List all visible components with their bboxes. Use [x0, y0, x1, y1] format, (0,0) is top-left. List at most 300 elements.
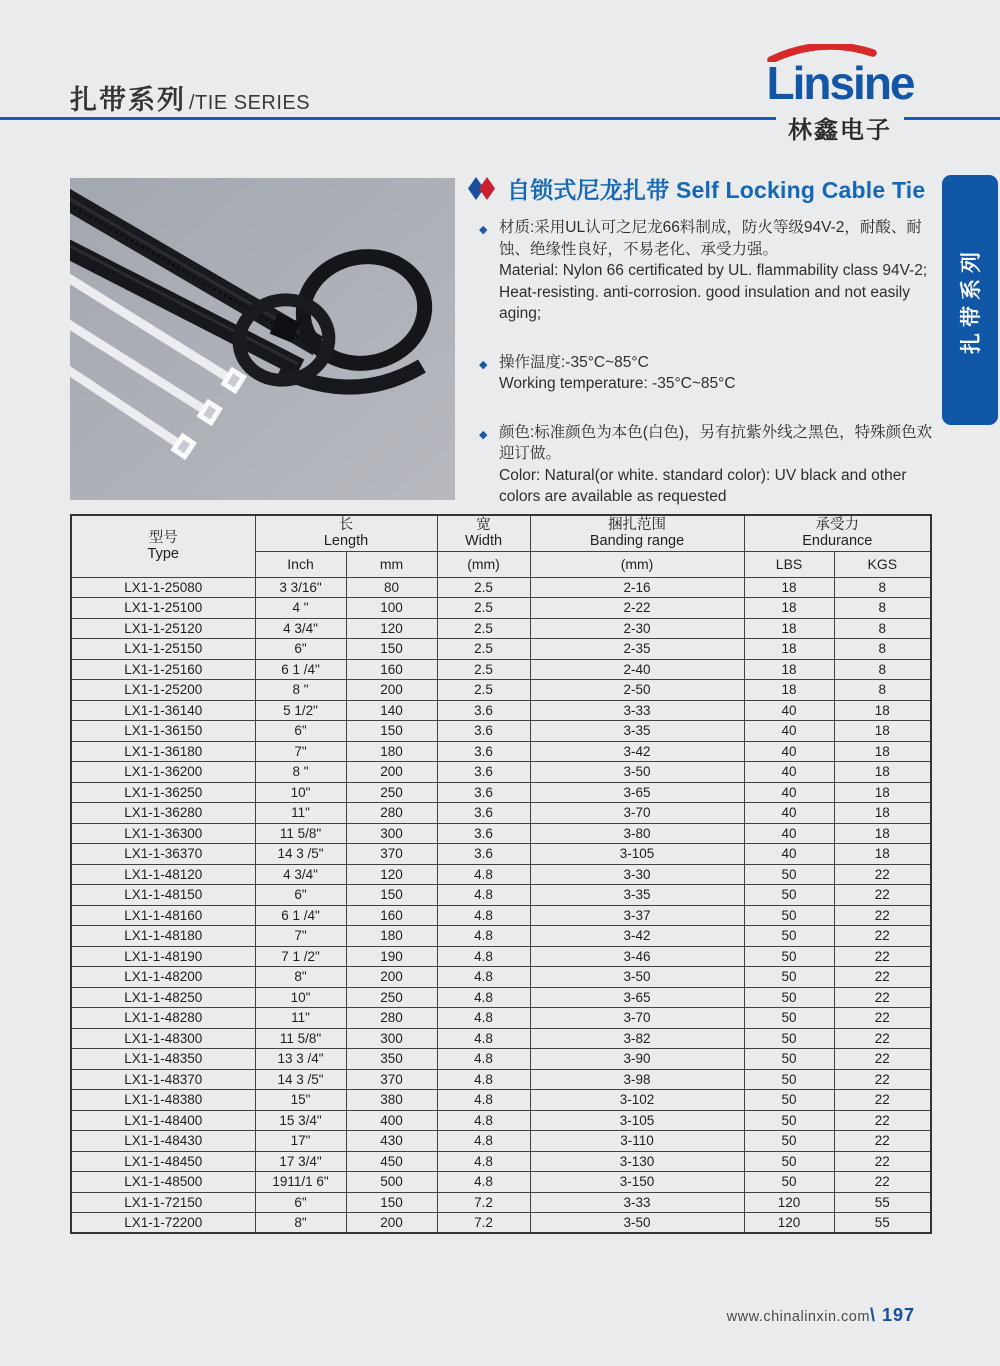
table-cell: 11"	[255, 1008, 346, 1029]
table-cell: 7"	[255, 926, 346, 947]
table-row	[71, 680, 931, 701]
table-cell: 6"	[255, 885, 346, 906]
table-cell: 11"	[255, 803, 346, 824]
spec-table-body	[71, 577, 931, 1233]
table-cell: 5 1/2"	[255, 700, 346, 721]
table-cell: 2.5	[437, 577, 530, 598]
table-cell: 14 3 /5"	[255, 844, 346, 865]
table-cell: 55	[834, 1213, 931, 1234]
table-cell: 4.8	[437, 1090, 530, 1111]
table-cell: 8	[834, 639, 931, 660]
table-cell: LX1-1-48450	[71, 1151, 255, 1172]
table-row	[71, 1172, 931, 1193]
table-cell: 4.8	[437, 885, 530, 906]
table-cell: 450	[346, 1151, 437, 1172]
col-header-banding-cn: 捆扎范围	[608, 517, 667, 534]
table-cell: LX1-1-48300	[71, 1028, 255, 1049]
table-cell: 4.8	[437, 987, 530, 1008]
table-cell: LX1-1-36280	[71, 803, 255, 824]
table-cell: 7.2	[437, 1192, 530, 1213]
table-cell: 6 1 /4"	[255, 905, 346, 926]
table-cell: 2.5	[437, 618, 530, 639]
table-row	[71, 762, 931, 783]
brand-logo	[735, 44, 945, 145]
brand-name-cn: 林鑫电子	[776, 110, 904, 145]
table-cell: 6"	[255, 721, 346, 742]
table-cell: 50	[744, 1028, 834, 1049]
table-cell: 6 1 /4"	[255, 659, 346, 680]
table-cell: 18	[744, 598, 834, 619]
table-cell: 3.6	[437, 823, 530, 844]
bullet-material-cn: 材质:采用UL认可之尼龙66料制成，防火等级94V-2，耐酸、耐蚀、绝缘性良好，不易老化、承受力强。	[499, 219, 922, 258]
product-title: 自锁式尼龙扎带 Self Locking Cable Tie	[507, 177, 926, 203]
footer-page-number: \ 197	[869, 1305, 915, 1325]
table-cell: 2.5	[437, 680, 530, 701]
table-cell: 3-90	[530, 1049, 744, 1070]
table-cell: 22	[834, 1028, 931, 1049]
table-cell: 400	[346, 1110, 437, 1131]
table-cell: 18	[744, 618, 834, 639]
table-cell: 50	[744, 905, 834, 926]
table-cell: 18	[834, 803, 931, 824]
col-header-width	[437, 515, 530, 551]
table-cell: 3-70	[530, 1008, 744, 1029]
table-cell: LX1-1-48380	[71, 1090, 255, 1111]
table-cell: 7.2	[437, 1213, 530, 1234]
col-header-type	[71, 515, 255, 577]
side-tab-label: 扎带系列	[960, 246, 983, 354]
table-cell: LX1-1-36150	[71, 721, 255, 742]
table-cell: 50	[744, 1008, 834, 1029]
table-cell: 3-42	[530, 741, 744, 762]
table-cell: 8"	[255, 967, 346, 988]
col-header-type-cn: 型号	[148, 530, 178, 547]
table-cell: 200	[346, 967, 437, 988]
table-cell: 80	[346, 577, 437, 598]
table-cell: LX1-1-48120	[71, 864, 255, 885]
table-row	[71, 577, 931, 598]
bullet-temperature-cn: 操作温度:-35°C~85°C	[499, 353, 649, 371]
table-cell: 250	[346, 782, 437, 803]
table-cell: 3.6	[437, 782, 530, 803]
table-cell: 190	[346, 946, 437, 967]
page-title	[70, 78, 310, 117]
table-cell: 4.8	[437, 905, 530, 926]
table-cell: 2-35	[530, 639, 744, 660]
subcol-width-mm: (mm)	[437, 551, 530, 577]
table-cell: 3-98	[530, 1069, 744, 1090]
table-cell: 22	[834, 1090, 931, 1111]
diamond-bullet-icon: ◆	[479, 428, 488, 441]
table-cell: 55	[834, 1192, 931, 1213]
table-cell: 3-105	[530, 844, 744, 865]
table-row	[71, 844, 931, 865]
table-cell: LX1-1-36200	[71, 762, 255, 783]
table-cell: 370	[346, 844, 437, 865]
table-cell: LX1-1-48350	[71, 1049, 255, 1070]
table-cell: 22	[834, 1110, 931, 1131]
table-row	[71, 782, 931, 803]
table-cell: 18	[744, 577, 834, 598]
table-cell: 50	[744, 987, 834, 1008]
table-cell: 50	[744, 885, 834, 906]
table-cell: 3-33	[530, 700, 744, 721]
side-tab-tie-series	[942, 175, 998, 425]
table-cell: 22	[834, 987, 931, 1008]
col-header-width-cn: 宽	[476, 517, 491, 534]
table-cell: 2-16	[530, 577, 744, 598]
table-row	[71, 1008, 931, 1029]
table-cell: 8"	[255, 1213, 346, 1234]
table-cell: 18	[834, 700, 931, 721]
table-cell: 3.6	[437, 700, 530, 721]
table-row	[71, 823, 931, 844]
table-cell: LX1-1-25120	[71, 618, 255, 639]
table-cell: 3-110	[530, 1131, 744, 1152]
table-cell: 120	[346, 618, 437, 639]
table-cell: 18	[834, 762, 931, 783]
table-cell: 8	[834, 659, 931, 680]
table-cell: LX1-1-36370	[71, 844, 255, 865]
table-cell: 22	[834, 864, 931, 885]
table-cell: 22	[834, 905, 931, 926]
table-cell: 50	[744, 1151, 834, 1172]
table-cell: 3-35	[530, 721, 744, 742]
table-row	[71, 639, 931, 660]
table-cell: 380	[346, 1090, 437, 1111]
table-cell: 50	[744, 967, 834, 988]
table-cell: 3-65	[530, 782, 744, 803]
table-cell: 280	[346, 803, 437, 824]
table-cell: 7 1 /2"	[255, 946, 346, 967]
table-cell: 4.8	[437, 926, 530, 947]
table-cell: LX1-1-48180	[71, 926, 255, 947]
table-cell: 18	[834, 782, 931, 803]
table-cell: 3-37	[530, 905, 744, 926]
table-cell: 50	[744, 1090, 834, 1111]
bullet-color	[468, 422, 936, 508]
table-cell: 10"	[255, 782, 346, 803]
spec-table-header	[71, 515, 931, 577]
table-cell: 22	[834, 926, 931, 947]
product-title-row	[468, 172, 936, 205]
table-cell: 3-102	[530, 1090, 744, 1111]
col-header-endurance-en: Endurance	[802, 533, 873, 550]
table-cell: 40	[744, 823, 834, 844]
table-cell: 40	[744, 782, 834, 803]
table-cell: 3-105	[530, 1110, 744, 1131]
table-cell: 200	[346, 680, 437, 701]
table-row	[71, 1151, 931, 1172]
table-cell: 22	[834, 967, 931, 988]
table-cell: 4.8	[437, 1069, 530, 1090]
table-cell: 3.6	[437, 762, 530, 783]
table-row	[71, 598, 931, 619]
table-cell: 4 "	[255, 598, 346, 619]
series-title-cn: 扎带系列	[70, 85, 186, 115]
table-cell: 22	[834, 1069, 931, 1090]
series-title-en: /TIE SERIES	[189, 92, 311, 114]
table-cell: 120	[346, 864, 437, 885]
table-cell: 4.8	[437, 946, 530, 967]
table-cell: LX1-1-48250	[71, 987, 255, 1008]
table-cell: LX1-1-48160	[71, 905, 255, 926]
table-cell: 8	[834, 680, 931, 701]
table-cell: 14 3 /5"	[255, 1069, 346, 1090]
bullet-temperature	[468, 352, 936, 395]
table-cell: 40	[744, 741, 834, 762]
table-row	[71, 803, 931, 824]
table-cell: 50	[744, 946, 834, 967]
table-cell: 11 5/8"	[255, 823, 346, 844]
table-row	[71, 1213, 931, 1234]
table-cell: LX1-1-36300	[71, 823, 255, 844]
col-header-length-en: Length	[323, 533, 369, 550]
table-row	[71, 885, 931, 906]
table-cell: 3.6	[437, 721, 530, 742]
table-cell: LX1-1-48430	[71, 1131, 255, 1152]
diamond-bullet-icon: ◆	[479, 358, 488, 371]
table-cell: 160	[346, 905, 437, 926]
table-cell: 50	[744, 864, 834, 885]
table-cell: 4.8	[437, 1008, 530, 1029]
table-cell: 22	[834, 1049, 931, 1070]
table-cell: 8	[834, 598, 931, 619]
table-cell: LX1-1-72200	[71, 1213, 255, 1234]
table-cell: 3-130	[530, 1151, 744, 1172]
table-cell: 50	[744, 1172, 834, 1193]
diamond-bullet-icon: ◆	[479, 224, 488, 236]
spec-table	[70, 514, 932, 1234]
table-row	[71, 864, 931, 885]
col-header-endurance-cn: 承受力	[815, 517, 860, 534]
table-cell: 4.8	[437, 1049, 530, 1070]
table-cell: 3-30	[530, 864, 744, 885]
table-cell: 150	[346, 1192, 437, 1213]
table-cell: 4.8	[437, 967, 530, 988]
col-header-banding-en: Banding range	[589, 533, 685, 550]
table-cell: 18	[834, 721, 931, 742]
table-cell: 1911/1 6"	[255, 1172, 346, 1193]
subcol-mm: mm	[346, 551, 437, 577]
bullet-color-cn: 颜色:标准颜色为本色(白色)，另有抗紫外线之黑色，特殊颜色欢迎订做。	[499, 423, 933, 462]
table-cell: 8 "	[255, 680, 346, 701]
table-cell: LX1-1-36250	[71, 782, 255, 803]
table-cell: 4 3/4"	[255, 864, 346, 885]
table-cell: 4.8	[437, 1110, 530, 1131]
table-cell: 40	[744, 721, 834, 742]
table-cell: 6"	[255, 639, 346, 660]
table-row	[71, 1192, 931, 1213]
table-cell: 3-50	[530, 1213, 744, 1234]
table-cell: 4.8	[437, 1028, 530, 1049]
table-cell: 4.8	[437, 864, 530, 885]
table-cell: 3-46	[530, 946, 744, 967]
table-cell: 3-65	[530, 987, 744, 1008]
table-cell: 18	[834, 741, 931, 762]
table-cell: LX1-1-48400	[71, 1110, 255, 1131]
table-cell: 8 "	[255, 762, 346, 783]
table-row	[71, 946, 931, 967]
table-cell: 140	[346, 700, 437, 721]
table-cell: 160	[346, 659, 437, 680]
table-row	[71, 659, 931, 680]
bullet-material	[468, 217, 936, 325]
table-cell: 120	[744, 1213, 834, 1234]
table-cell: 3-82	[530, 1028, 744, 1049]
subcol-inch: Inch	[255, 551, 346, 577]
table-cell: 13 3 /4"	[255, 1049, 346, 1070]
table-row	[71, 967, 931, 988]
table-cell: LX1-1-25100	[71, 598, 255, 619]
table-cell: 300	[346, 1028, 437, 1049]
table-cell: LX1-1-48280	[71, 1008, 255, 1029]
table-cell: 50	[744, 926, 834, 947]
table-row	[71, 1110, 931, 1131]
table-cell: 150	[346, 721, 437, 742]
table-row	[71, 905, 931, 926]
table-cell: 3.6	[437, 803, 530, 824]
table-cell: LX1-1-36180	[71, 741, 255, 762]
table-cell: 500	[346, 1172, 437, 1193]
table-cell: LX1-1-48370	[71, 1069, 255, 1090]
col-header-length	[255, 515, 437, 551]
table-cell: 22	[834, 946, 931, 967]
table-cell: 2-40	[530, 659, 744, 680]
table-row	[71, 1049, 931, 1070]
table-cell: 50	[744, 1069, 834, 1090]
table-row	[71, 741, 931, 762]
bullet-temperature-en: Working temperature: -35°C~85°C	[499, 375, 736, 392]
col-header-endurance	[744, 515, 931, 551]
bullet-material-en: Material: Nylon 66 certificated by UL. flammability class 94V-2; Heat-resisting. anti-corrosion. good insulation and not easily aging;	[499, 262, 928, 322]
table-cell: 180	[346, 741, 437, 762]
table-cell: 2-50	[530, 680, 744, 701]
table-cell: 3 3/16"	[255, 577, 346, 598]
table-cell: 300	[346, 823, 437, 844]
table-cell: 40	[744, 844, 834, 865]
table-cell: 430	[346, 1131, 437, 1152]
cable-ties-photo	[70, 178, 455, 500]
table-cell: 280	[346, 1008, 437, 1029]
table-row	[71, 721, 931, 742]
table-cell: 50	[744, 1131, 834, 1152]
table-cell: 18	[744, 639, 834, 660]
table-cell: LX1-1-48150	[71, 885, 255, 906]
table-cell: 3.6	[437, 741, 530, 762]
table-cell: 22	[834, 1151, 931, 1172]
table-cell: LX1-1-36140	[71, 700, 255, 721]
table-cell: 3-42	[530, 926, 744, 947]
table-cell: 3-50	[530, 967, 744, 988]
table-cell: LX1-1-25080	[71, 577, 255, 598]
table-cell: 2.5	[437, 639, 530, 660]
table-cell: 4 3/4"	[255, 618, 346, 639]
table-cell: 4.8	[437, 1131, 530, 1152]
table-cell: 100	[346, 598, 437, 619]
table-cell: 3.6	[437, 844, 530, 865]
table-cell: 18	[834, 823, 931, 844]
table-row	[71, 1131, 931, 1152]
table-cell: 17 3/4"	[255, 1151, 346, 1172]
table-cell: 3-33	[530, 1192, 744, 1213]
table-cell: LX1-1-25150	[71, 639, 255, 660]
table-cell: 200	[346, 762, 437, 783]
table-cell: 17"	[255, 1131, 346, 1152]
table-cell: LX1-1-25200	[71, 680, 255, 701]
footer-url: www.chinalinxin.com	[726, 1309, 870, 1325]
table-cell: LX1-1-72150	[71, 1192, 255, 1213]
table-cell: 15 3/4"	[255, 1110, 346, 1131]
table-cell: 15"	[255, 1090, 346, 1111]
table-cell: LX1-1-25160	[71, 659, 255, 680]
table-cell: LX1-1-48190	[71, 946, 255, 967]
table-cell: 3-80	[530, 823, 744, 844]
table-cell: 4.8	[437, 1151, 530, 1172]
table-cell: 3-35	[530, 885, 744, 906]
table-cell: 180	[346, 926, 437, 947]
table-cell: 2-22	[530, 598, 744, 619]
table-cell: 8	[834, 618, 931, 639]
table-row	[71, 700, 931, 721]
table-cell: 6"	[255, 1192, 346, 1213]
table-cell: 370	[346, 1069, 437, 1090]
table-cell: 2.5	[437, 659, 530, 680]
table-cell: 7"	[255, 741, 346, 762]
table-cell: 2.5	[437, 598, 530, 619]
table-cell: 18	[744, 659, 834, 680]
table-cell: 18	[834, 844, 931, 865]
table-cell: 40	[744, 803, 834, 824]
table-cell: 50	[744, 1110, 834, 1131]
table-cell: 150	[346, 885, 437, 906]
table-row	[71, 987, 931, 1008]
page-footer	[727, 1305, 915, 1326]
table-row	[71, 1069, 931, 1090]
bullet-color-en: Color: Natural(or white. standard color): UV black and other colors are available as requested	[499, 466, 907, 505]
table-cell: 3-150	[530, 1172, 744, 1193]
table-cell: 4.8	[437, 1172, 530, 1193]
table-cell: 3-70	[530, 803, 744, 824]
col-header-type-en: Type	[147, 546, 179, 563]
product-description	[468, 172, 936, 528]
table-cell: LX1-1-48500	[71, 1172, 255, 1193]
table-cell: 22	[834, 1008, 931, 1029]
table-row	[71, 926, 931, 947]
double-diamond-icon	[468, 177, 498, 200]
table-cell: 150	[346, 639, 437, 660]
table-cell: 40	[744, 762, 834, 783]
table-cell: 22	[834, 885, 931, 906]
table-cell: 120	[744, 1192, 834, 1213]
col-header-length-cn: 长	[338, 517, 354, 534]
table-cell: 40	[744, 700, 834, 721]
table-cell: 2-30	[530, 618, 744, 639]
subcol-kgs: KGS	[834, 551, 931, 577]
table-cell: LX1-1-48200	[71, 967, 255, 988]
subcol-lbs: LBS	[744, 551, 834, 577]
table-cell: 200	[346, 1213, 437, 1234]
table-cell: 8	[834, 577, 931, 598]
table-cell: 3-50	[530, 762, 744, 783]
table-cell: 22	[834, 1172, 931, 1193]
col-header-banding-range	[530, 515, 744, 551]
brand-wordmark: Linsine	[766, 57, 914, 109]
subcol-banding-mm: (mm)	[530, 551, 744, 577]
table-row	[71, 1090, 931, 1111]
table-cell: 10"	[255, 987, 346, 1008]
table-cell: 250	[346, 987, 437, 1008]
